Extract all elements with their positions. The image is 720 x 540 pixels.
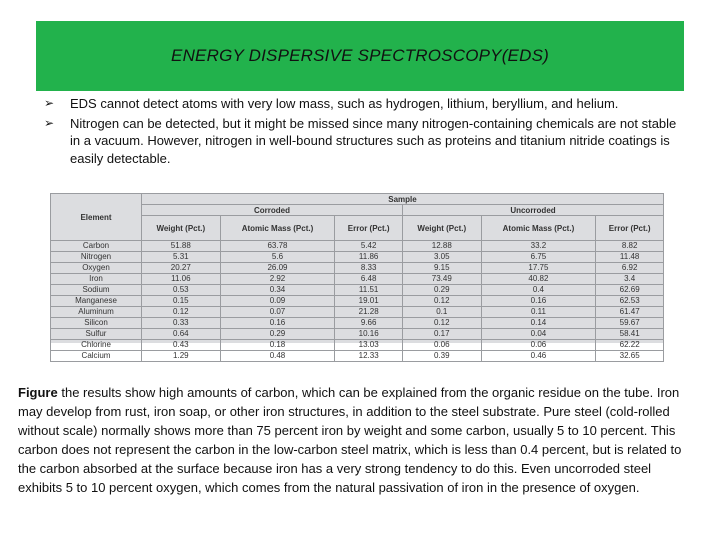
- value-cell: 40.82: [481, 274, 596, 285]
- bullet-list: [44, 95, 684, 169]
- element-cell: Nitrogen: [51, 252, 142, 263]
- value-cell: 0.64: [142, 329, 221, 340]
- table-row: [51, 318, 664, 329]
- value-cell: 2.92: [220, 274, 335, 285]
- value-cell: 32.65: [596, 351, 664, 362]
- value-cell: 62.53: [596, 296, 664, 307]
- column-header: Error (Pct.): [596, 216, 664, 241]
- value-cell: 11.86: [335, 252, 403, 263]
- element-cell: Silicon: [51, 318, 142, 329]
- bullet-item: [44, 95, 684, 113]
- table-row: [51, 296, 664, 307]
- eds-results-table: [50, 193, 664, 362]
- element-cell: Manganese: [51, 296, 142, 307]
- table-row: [51, 340, 664, 351]
- element-header: Element: [51, 194, 142, 241]
- value-cell: 11.06: [142, 274, 221, 285]
- value-cell: 5.31: [142, 252, 221, 263]
- value-cell: 0.43: [142, 340, 221, 351]
- element-cell: Carbon: [51, 241, 142, 252]
- value-cell: 19.01: [335, 296, 403, 307]
- value-cell: 12.88: [402, 241, 481, 252]
- value-cell: 0.15: [142, 296, 221, 307]
- value-cell: 8.82: [596, 241, 664, 252]
- column-header: Weight (Pct.): [142, 216, 221, 241]
- value-cell: 0.48: [220, 351, 335, 362]
- slide-title: ENERGY DISPERSIVE SPECTROSCOPY(EDS): [171, 46, 549, 65]
- caption-text: the results show high amounts of carbon, which can be explained from the organic residue on the tube. Iron may develop from rust, iron soap, or other iron structures, in addition to the steel substrate. Pure steel (cold-rolled without scale) normally shows more than 75 percent iron by weight and some carbon, usually 5 to 10 percent. This carbon does not represent the carbon in the low-carbon steel matrix, which is less than 0.4 percent, but is related to the carbon absorbed at the surface because iron has a very strong tendency to do this. Even uncorroded steel exhibits 5 to 10 percent oxygen, which comes from the natural passivation of iron in the presence of oxygen.: [18, 385, 682, 495]
- value-cell: 8.33: [335, 263, 403, 274]
- value-cell: 62.22: [596, 340, 664, 351]
- value-cell: 0.34: [220, 285, 335, 296]
- value-cell: 13.03: [335, 340, 403, 351]
- group-header-corroded: Corroded: [142, 205, 403, 216]
- value-cell: 0.14: [481, 318, 596, 329]
- value-cell: 6.75: [481, 252, 596, 263]
- table-row: [51, 274, 664, 285]
- element-cell: Sulfur: [51, 329, 142, 340]
- sample-header: Sample: [142, 194, 664, 205]
- element-cell: Oxygen: [51, 263, 142, 274]
- bullet-text: Nitrogen can be detected, but it might be missed since many nitrogen-containing chemicals are not stable in a vacuum. However, nitrogen in well-bound structures such as proteins and titanium nitride coatings is easily detectable.: [70, 115, 677, 166]
- value-cell: 0.29: [220, 329, 335, 340]
- value-cell: 26.09: [220, 263, 335, 274]
- value-cell: 0.12: [142, 307, 221, 318]
- value-cell: 1.29: [142, 351, 221, 362]
- value-cell: 5.42: [335, 241, 403, 252]
- value-cell: 0.09: [220, 296, 335, 307]
- figure-caption: [18, 383, 690, 497]
- value-cell: 61.47: [596, 307, 664, 318]
- value-cell: 0.06: [402, 340, 481, 351]
- value-cell: 0.4: [481, 285, 596, 296]
- table-row: [51, 307, 664, 318]
- arrowhead-bullet-icon: ➢: [44, 115, 55, 130]
- value-cell: 0.1: [402, 307, 481, 318]
- slide-title-banner: [36, 21, 684, 91]
- value-cell: 0.11: [481, 307, 596, 318]
- value-cell: 9.66: [335, 318, 403, 329]
- value-cell: 6.92: [596, 263, 664, 274]
- value-cell: 73.49: [402, 274, 481, 285]
- value-cell: 11.48: [596, 252, 664, 263]
- value-cell: 5.6: [220, 252, 335, 263]
- value-cell: 58.41: [596, 329, 664, 340]
- value-cell: 17.75: [481, 263, 596, 274]
- value-cell: 10.16: [335, 329, 403, 340]
- bullet-text: EDS cannot detect atoms with very low mass, such as hydrogen, lithium, beryllium, and helium.: [70, 96, 619, 111]
- value-cell: 0.29: [402, 285, 481, 296]
- table-row: [51, 263, 664, 274]
- value-cell: 9.15: [402, 263, 481, 274]
- value-cell: 3.4: [596, 274, 664, 285]
- value-cell: 0.12: [402, 296, 481, 307]
- table-row: [51, 252, 664, 263]
- element-cell: Calcium: [51, 351, 142, 362]
- value-cell: 6.48: [335, 274, 403, 285]
- table-row: [51, 329, 664, 340]
- value-cell: 0.16: [481, 296, 596, 307]
- value-cell: 0.17: [402, 329, 481, 340]
- value-cell: 0.06: [481, 340, 596, 351]
- value-cell: 0.39: [402, 351, 481, 362]
- value-cell: 0.12: [402, 318, 481, 329]
- value-cell: 0.46: [481, 351, 596, 362]
- value-cell: 33.2: [481, 241, 596, 252]
- element-cell: Sodium: [51, 285, 142, 296]
- arrowhead-bullet-icon: ➢: [44, 96, 55, 110]
- column-header: Error (Pct.): [335, 216, 403, 241]
- bullet-item: [44, 115, 684, 168]
- value-cell: 21.28: [335, 307, 403, 318]
- group-header-uncorroded: Uncorroded: [402, 205, 663, 216]
- value-cell: 0.18: [220, 340, 335, 351]
- value-cell: 63.78: [220, 241, 335, 252]
- value-cell: 59.67: [596, 318, 664, 329]
- value-cell: 51.88: [142, 241, 221, 252]
- value-cell: 0.07: [220, 307, 335, 318]
- value-cell: 11.51: [335, 285, 403, 296]
- table-row: [51, 241, 664, 252]
- element-cell: Aluminum: [51, 307, 142, 318]
- eds-results-table-image: [50, 193, 664, 360]
- value-cell: 0.16: [220, 318, 335, 329]
- value-cell: 0.33: [142, 318, 221, 329]
- table-row: [51, 351, 664, 362]
- value-cell: 3.05: [402, 252, 481, 263]
- element-cell: Chlorine: [51, 340, 142, 351]
- column-header: Weight (Pct.): [402, 216, 481, 241]
- table-row: [51, 285, 664, 296]
- value-cell: 0.53: [142, 285, 221, 296]
- figure-label: Figure: [18, 385, 58, 400]
- value-cell: 20.27: [142, 263, 221, 274]
- column-header: Atomic Mass (Pct.): [481, 216, 596, 241]
- value-cell: 12.33: [335, 351, 403, 362]
- element-cell: Iron: [51, 274, 142, 285]
- value-cell: 0.04: [481, 329, 596, 340]
- value-cell: 62.69: [596, 285, 664, 296]
- column-header: Atomic Mass (Pct.): [220, 216, 335, 241]
